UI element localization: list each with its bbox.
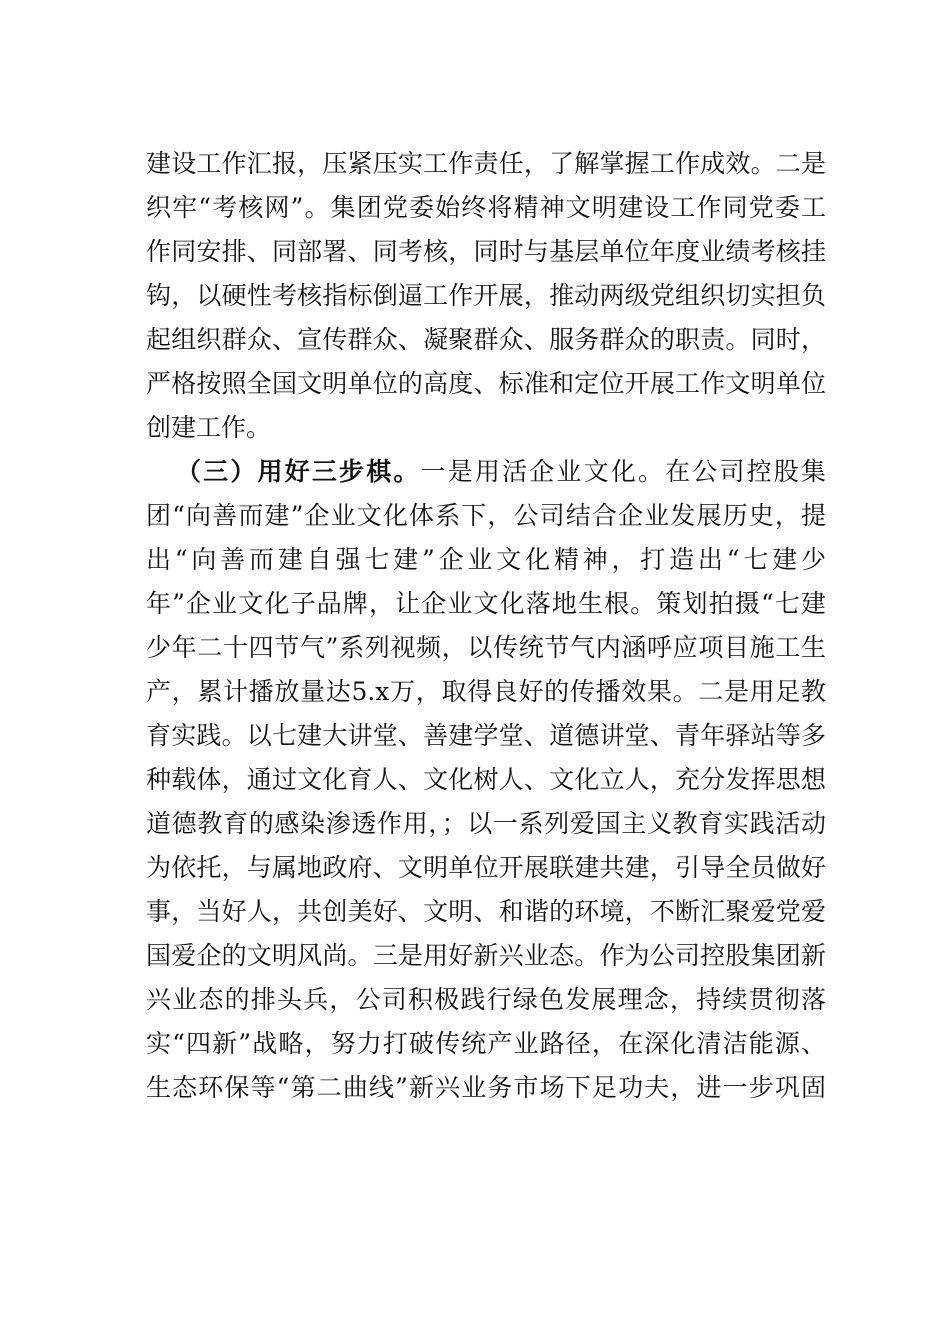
paragraph-line: 实“四新”战略，努力打破传统产业路径，在深化清洁能源、 xyxy=(146,1029,826,1058)
paragraph-line: 建设工作汇报，压紧压实工作责任，了解掌握工作成效。二是 xyxy=(146,149,826,178)
paragraph-line: 育实践。以七建大讲堂、善建学堂、道德讲堂、青年驿站等多 xyxy=(146,721,826,750)
paragraph-line: 道德教育的感染渗透作用，；以一系列爱国主义教育实践活动 xyxy=(146,809,826,838)
paragraph-line: 团“向善而建”企业文化体系下，公司结合企业发展历史，提 xyxy=(146,501,826,530)
paragraph-line: 出“向善而建自强七建”企业文化精神，打造出“七建少 xyxy=(146,545,826,574)
paragraph-line: 钩，以硬性考核指标倒逼工作开展，推动两级党组织切实担负 xyxy=(146,281,826,310)
paragraph-line: 起组织群众、宣传群众、凝聚群众、服务群众的职责。同时， xyxy=(146,325,826,354)
section-three-first-line xyxy=(176,452,826,492)
paragraph-line: 织牢“考核网”。集团党委始终将精神文明建设工作同党委工 xyxy=(146,193,826,222)
paragraph-line: 严格按照全国文明单位的高度、标准和定位开展工作文明单位 xyxy=(146,369,826,398)
paragraph-line: 国爱企的文明风尚。三是用好新兴业态。作为公司控股集团新 xyxy=(146,941,826,970)
paragraph-line: 兴业态的排头兵，公司积极践行绿色发展理念，持续贯彻落 xyxy=(146,985,826,1014)
paragraph-line: 年”企业文化子品牌，让企业文化落地生根。策划拍摄“七建 xyxy=(146,589,826,618)
paragraph-line: 少年二十四节气”系列视频，以传统节气内涵呼应项目施工生 xyxy=(146,633,826,662)
section-three-intro: 一是用活企业文化。在公司控股集 xyxy=(420,457,826,486)
paragraph-line: 为依托，与属地政府、文明单位开展联建共建，引导全员做好 xyxy=(146,853,826,882)
section-three-heading: （三）用好三步棋。 xyxy=(176,457,421,486)
paragraph-line: 种载体，通过文化育人、文化树人、文化立人，充分发挥思想 xyxy=(146,765,826,794)
paragraph-line: 作同安排、同部署、同考核，同时与基层单位年度业绩考核挂 xyxy=(146,237,826,266)
paragraph-line: 创建工作。 xyxy=(146,413,272,442)
paragraph-line: 产，累计播放量达5.x万，取得良好的传播效果。二是用足教 xyxy=(146,677,826,706)
paragraph-line: 事，当好人，共创美好、文明、和谐的环境，不断汇聚爱党爱 xyxy=(146,897,826,926)
paragraph-line: 生态环保等“第二曲线”新兴业务市场下足功夫，进一步巩固 xyxy=(146,1073,826,1102)
